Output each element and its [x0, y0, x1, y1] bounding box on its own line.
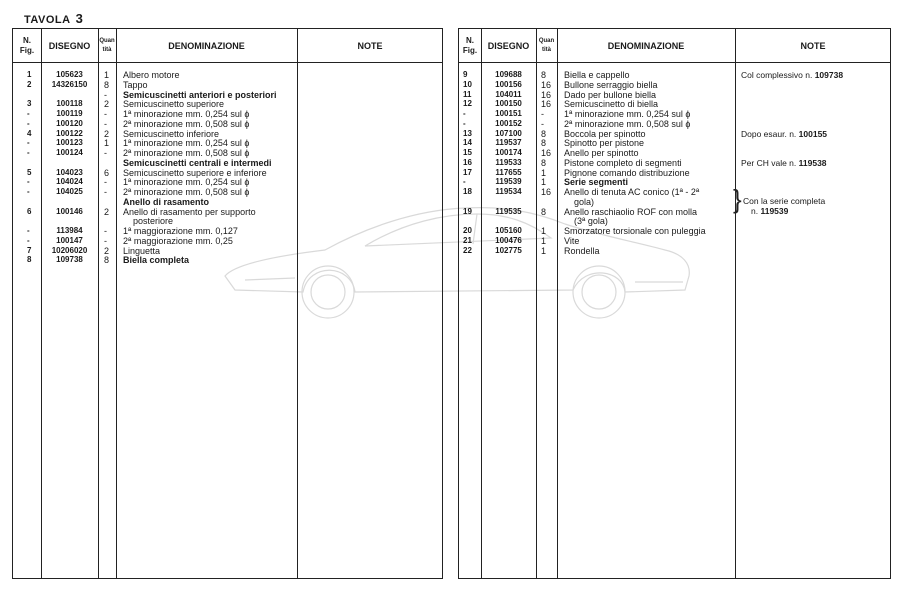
row-quantita: -	[104, 118, 107, 129]
row-fig: -	[463, 177, 466, 187]
row-denominazione: Albero motore	[123, 70, 180, 80]
table-row	[13, 236, 442, 246]
row-denominazione: Semicuscinetti centrali e intermedi	[123, 157, 272, 168]
row-fig: -	[27, 235, 30, 245]
table-row	[459, 129, 890, 139]
row-denominazione-cont: gola)	[574, 196, 595, 207]
row-fig: 18	[463, 187, 472, 196]
row-fig: 8	[27, 255, 32, 265]
row-denominazione: Bullone serraggio biella	[564, 79, 658, 90]
row-quantita: -	[104, 109, 107, 119]
table-row	[459, 246, 890, 256]
header-disegno: DISEGNO	[48, 40, 91, 51]
brace-symbol: }	[733, 184, 742, 214]
row-quantita: 8	[541, 206, 547, 217]
row-disegno: 100146	[56, 206, 83, 216]
row-fig: 6	[27, 206, 32, 216]
table-row	[459, 119, 890, 129]
row-disegno: 104024	[56, 177, 83, 187]
row-disegno: 107100	[495, 128, 522, 138]
row-denominazione: Rondella	[564, 245, 600, 256]
row-disegno: 100174	[495, 148, 522, 157]
row-disegno: 100152	[495, 118, 522, 128]
row-note: Col complessivo n. 109738	[741, 70, 844, 80]
row-quantita: -	[104, 148, 107, 158]
table-row	[13, 148, 442, 158]
row-denominazione-cont: posteriore	[133, 216, 174, 227]
row-denominazione: Anello di rasamento per supporto	[123, 206, 256, 217]
table-row	[13, 158, 442, 168]
row-disegno: 119535	[495, 206, 522, 216]
row-quantita: 2	[104, 99, 110, 110]
row-quantita: 8	[541, 138, 547, 149]
row-disegno: 117655	[495, 167, 522, 177]
row-fig: 14	[463, 138, 472, 148]
row-denominazione: 1ª minorazione mm. 0,254 sul ɸ	[123, 109, 250, 119]
table-row	[13, 187, 442, 197]
row-denominazione: Linguetta	[123, 245, 161, 256]
table-row	[459, 148, 890, 158]
row-quantita: -	[104, 226, 107, 236]
row-quantita: -	[104, 187, 107, 197]
row-disegno: 100119	[56, 109, 83, 118]
table-row	[13, 177, 442, 187]
row-denominazione: Biella completa	[123, 255, 190, 266]
row-disegno: 100118	[56, 99, 83, 109]
table-row	[459, 70, 890, 80]
row-fig: 1	[27, 70, 32, 79]
header-fig: N. Fig.	[19, 35, 35, 55]
row-disegno: 119534	[495, 187, 522, 196]
row-disegno: 104011	[495, 89, 522, 99]
row-fig: 21	[463, 235, 472, 245]
header-denominazione: DENOMINAZIONE	[607, 40, 685, 51]
row-quantita: 8	[541, 157, 547, 168]
row-disegno: 119537	[495, 138, 522, 148]
row-quantita: 16	[541, 79, 552, 90]
row-denominazione: Semicuscinetto superiore e inferiore	[123, 167, 267, 178]
row-quantita: 1	[541, 235, 547, 246]
parts-table-left	[12, 28, 443, 579]
row-quantita: 16	[541, 89, 552, 100]
row-quantita: 1	[541, 245, 547, 256]
table-row	[13, 207, 442, 217]
row-quantita: 16	[541, 187, 552, 197]
row-disegno: 100147	[56, 235, 83, 245]
table-row	[13, 168, 442, 178]
row-quantita: 8	[104, 255, 110, 266]
row-disegno: 104023	[56, 167, 83, 177]
row-fig: 15	[463, 148, 472, 157]
row-denominazione: Boccola per spinotto	[564, 128, 646, 139]
row-quantita: -	[104, 89, 107, 100]
table-row	[13, 197, 442, 207]
row-quantita: 1	[541, 167, 547, 178]
row-fig: 2	[27, 79, 32, 89]
row-fig: 12	[463, 99, 472, 109]
parts-table-right: N. Fig. DISEGNO Quan tità DENOMINAZIONE NOTE 9 109688 8 Biella e cappello Col complessivo n. 109738 10 100156 16 Bullone serraggio biella 11 104011 16 Dado per bullone biella 12 100150 16 Semicuscinetto di biella - 100151 - 1ª minorazione mm. 0,254 sul ɸ - 100152 - 2ª minorazione mm. 0,508 sul ɸ 13 107100 8 Boccola per spinotto Dopo esaur. n. 100155 14 119537 8 Spinotto per pistone 15 100174 16 Anello per spinotto 16 119533 8 Pistone completo di segmenti Per CH vale n. 119538 17 117655 1 Pignone comando distribuzione - 119539 1 Serie segmenti 18 119534 16 Anello di tenuta AC conico (1ª - 2ª gola) 19 119535 8 Anello raschiaolio ROF con molla (3ª gola) 20 105160 1 Smorzatore torsionale con puleggia 21 100476 1 Vite 22 102775 1 Rondella } Con la serie completa n. 119539	[458, 28, 891, 579]
row-denominazione: 2ª minorazione mm. 0,508 sul ɸ	[123, 118, 250, 129]
row-fig: -	[463, 109, 466, 118]
row-disegno: 14326150	[51, 79, 88, 89]
row-denominazione: 1ª minorazione mm. 0,254 sul ɸ	[564, 109, 691, 119]
table-row	[459, 187, 890, 197]
row-denominazione: Anello di rasamento	[123, 196, 210, 207]
row-fig: -	[27, 148, 30, 157]
row-disegno: 100122	[56, 128, 83, 138]
row-quantita: -	[104, 235, 107, 246]
row-fig: 20	[463, 226, 472, 235]
row-denominazione: Anello raschiaolio ROF con molla	[564, 206, 698, 217]
row-denominazione: Biella e cappello	[564, 70, 630, 80]
row-fig: 3	[27, 99, 32, 109]
row-denominazione: Anello per spinotto	[564, 148, 639, 158]
header-quantita: Quan tità	[538, 37, 555, 53]
row-fig: 19	[463, 206, 472, 216]
row-quantita: 16	[541, 148, 552, 158]
row-denominazione: Serie segmenti	[564, 177, 629, 188]
row-fig: -	[27, 109, 30, 118]
table-row	[459, 236, 890, 246]
table-row	[13, 90, 442, 100]
row-denominazione: Semicuscinetto inferiore	[123, 128, 220, 139]
row-fig: 22	[463, 245, 472, 255]
row-denominazione: Semicuscinetto di biella	[564, 99, 659, 110]
row-quantita: -	[541, 118, 544, 129]
row-disegno: 105160	[495, 226, 522, 235]
table-row	[13, 129, 442, 139]
row-note: Per CH vale n. 119538	[741, 157, 827, 168]
row-denominazione: 1ª minorazione mm. 0,254 sul ɸ	[123, 138, 250, 149]
row-quantita: 2	[104, 245, 110, 256]
table-row	[459, 90, 890, 100]
row-disegno: 100476	[495, 235, 522, 245]
row-fig: -	[27, 118, 30, 128]
row-denominazione: 1ª minorazione mm. 0,254 sul ɸ	[123, 177, 250, 188]
table-row	[459, 109, 890, 119]
row-quantita: -	[541, 109, 544, 119]
row-denominazione: 2ª maggiorazione mm. 0,25	[123, 235, 233, 246]
row-denominazione: Semicuscinetti anteriori e posteriori	[123, 89, 277, 100]
table-row	[13, 138, 442, 148]
table-row	[459, 80, 890, 90]
row-fig: 7	[27, 245, 32, 255]
row-quantita: 8	[541, 128, 547, 139]
row-fig: 10	[463, 79, 472, 89]
row-fig: 17	[463, 167, 472, 177]
row-disegno: 105623	[56, 70, 83, 79]
row-denominazione: Vite	[564, 235, 580, 246]
row-disegno: 104025	[56, 187, 83, 196]
header-disegno: DISEGNO	[487, 40, 530, 51]
table-row	[459, 158, 890, 168]
row-disegno: 113984	[56, 226, 83, 235]
row-quantita: 2	[104, 206, 110, 217]
table-row	[13, 70, 442, 80]
row-disegno: 102775	[495, 245, 522, 255]
row-quantita: 1	[104, 70, 110, 80]
table-row	[459, 168, 890, 178]
row-denominazione: Dado per bullone biella	[564, 89, 657, 100]
row-quantita: 1	[541, 177, 547, 188]
row-disegno: 109688	[495, 70, 522, 79]
table-row	[13, 99, 442, 109]
header-fig: N. Fig.	[462, 35, 478, 55]
row-denominazione: 2ª minorazione mm. 0,508 sul ɸ	[123, 187, 250, 197]
row-denominazione: Pignone comando distribuzione	[564, 167, 690, 178]
row-disegno: 109738	[56, 255, 83, 265]
table-row	[13, 119, 442, 129]
row-fig: -	[27, 187, 30, 196]
title-label: TAVOLA	[24, 14, 71, 26]
header-note: NOTE	[357, 40, 383, 51]
row-fig: 5	[27, 167, 32, 177]
row-disegno: 100150	[495, 99, 522, 109]
row-quantita: 16	[541, 99, 552, 110]
row-quantita: 6	[104, 167, 110, 178]
table-row	[459, 226, 890, 236]
row-disegno: 100124	[56, 148, 83, 157]
row-fig: 16	[463, 157, 472, 167]
row-quantita: 2	[104, 128, 110, 139]
table-row	[13, 226, 442, 236]
page-title	[24, 11, 83, 26]
row-denominazione: Smorzatore torsionale con puleggia	[564, 226, 706, 236]
row-fig: -	[463, 118, 466, 128]
row-denominazione: 2ª minorazione mm. 0,508 sul ɸ	[123, 148, 250, 158]
row-fig: -	[27, 226, 30, 235]
title-number: 3	[75, 11, 84, 26]
table-row	[13, 80, 442, 90]
table-row	[459, 99, 890, 109]
row-disegno: 100123	[56, 138, 83, 148]
row-fig: 13	[463, 128, 472, 138]
table-row	[459, 177, 890, 187]
table-row	[459, 207, 890, 217]
row-disegno: 100120	[56, 118, 83, 128]
row-quantita: 8	[104, 79, 110, 90]
row-denominazione: 2ª minorazione mm. 0,508 sul ɸ	[564, 118, 691, 129]
row-note: Dopo esaur. n. 100155	[741, 128, 828, 139]
header-quantita: Quan tità	[99, 37, 115, 53]
row-disegno: 10206020	[51, 245, 88, 255]
table-row	[13, 255, 442, 265]
row-denominazione-cont: (3ª gola)	[574, 216, 608, 227]
row-disegno: 119533	[495, 157, 522, 167]
row-quantita: 1	[104, 138, 110, 149]
table-row	[459, 138, 890, 148]
row-disegno: 119539	[495, 177, 522, 187]
table-row	[13, 246, 442, 256]
row-disegno: 100156	[495, 79, 522, 89]
row-denominazione: Pistone completo di segmenti	[564, 157, 682, 168]
row-denominazione: 1ª maggiorazione mm. 0,127	[123, 226, 238, 236]
table-row	[13, 109, 442, 119]
row-fig: 9	[463, 70, 468, 79]
row-denominazione: Anello di tenuta AC conico (1ª - 2ª	[564, 187, 700, 197]
row-quantita: 8	[541, 70, 547, 80]
row-quantita: -	[104, 177, 107, 188]
header-denominazione: DENOMINAZIONE	[168, 40, 245, 51]
row-fig: 11	[463, 89, 472, 99]
header-note: NOTE	[800, 40, 826, 51]
row-denominazione: Spinotto per pistone	[564, 138, 645, 149]
row-quantita: 1	[541, 226, 547, 236]
row-denominazione: Tappo	[123, 79, 148, 90]
row-fig: -	[27, 177, 30, 187]
row-fig: -	[27, 138, 30, 148]
row-denominazione: Semicuscinetto superiore	[123, 99, 225, 110]
row-disegno: 100151	[495, 109, 522, 118]
row-fig: 4	[27, 128, 32, 138]
